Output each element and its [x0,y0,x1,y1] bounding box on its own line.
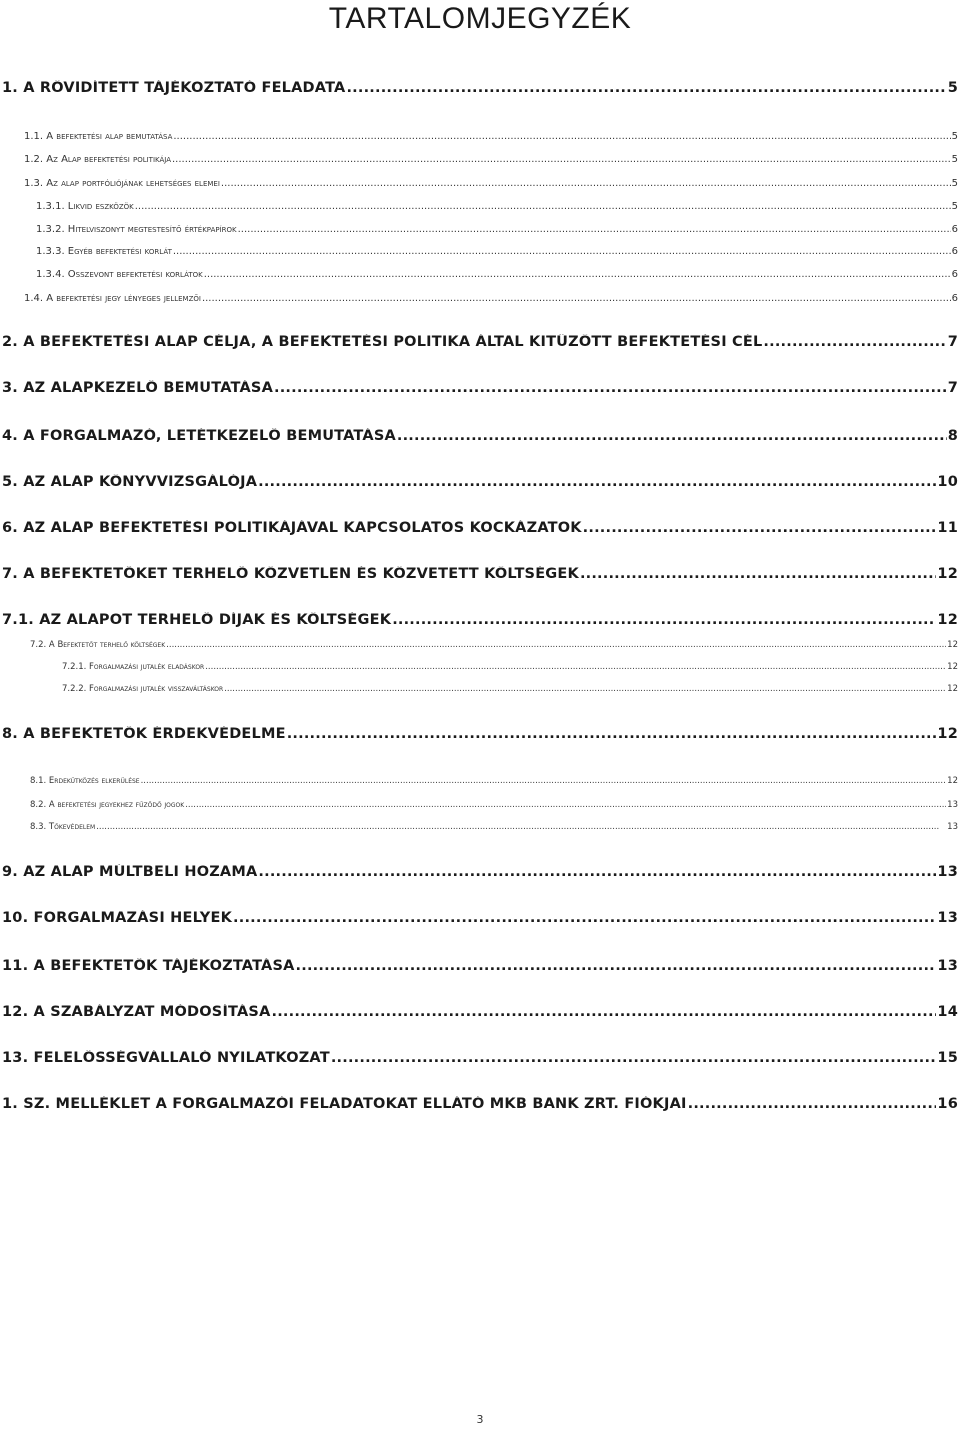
toc-entry-label: 7.2. A Befektetőt terhelő költségek [30,640,166,650]
toc-entry-page: 6 [951,224,958,235]
toc-entry-8-1[interactable] [30,776,958,786]
toc-entry-page: 16 [937,1096,958,1112]
toc-entry-page: 5 [951,178,958,189]
toc-entry-label: 9. AZ ALAP MÚLTBELI HOZAMA [2,864,258,880]
toc-entry-label: 1.3.1. Likvid eszközök [36,201,134,212]
toc-entry-3[interactable] [2,380,958,396]
toc-entry-label: 3. AZ ALAPKEZELŐ BEMUTATÁSA [2,380,273,396]
toc-entry-1-3[interactable] [24,178,958,189]
toc-entry-13[interactable] [2,1050,958,1066]
toc-entry-label: 2. A BEFEKTETÉSI ALAP CÉLJA, A BEFEKTETÉSI POLITIKA ÁLTAL KITŰZÖTT BEFEKTETÉSI CÉL [2,334,763,350]
toc-entry-label: 8.1. Érdekütközés elkerülése [30,776,140,786]
toc-entry-label: 7. A BEFEKTETŐKET TERHELŐ KÖZVETLEN ÉS KÖZVETETT KÖLTSÉGEK [2,566,579,582]
toc-entry-page: 12 [947,776,958,786]
toc-entry-6[interactable] [2,520,958,536]
toc-leader-dots [272,1004,937,1020]
toc-entry-page: 5 [947,80,958,96]
page-number: 3 [476,1413,484,1426]
toc-leader-dots [763,334,946,350]
toc-leader-dots [141,776,947,786]
toc-entry-label: 6. AZ ALAP BEFEKTETÉSI POLITIKÁJÁVAL KAPCSOLATOS KOCKÁZATOK [2,520,582,536]
toc-entry-7-1[interactable] [2,612,958,628]
toc-entry-page: 14 [937,1004,958,1020]
toc-entry-label: 1.4. A befektetési jegy lényeges jellemzői [24,293,201,304]
toc-entry-8[interactable] [2,726,958,742]
toc-leader-dots [287,726,937,742]
toc-entry-1-4[interactable] [24,293,958,304]
toc-entry-1-3-3[interactable] [36,246,958,257]
toc-entry-label: 4. A FORGALMAZÓ, LETÉTKEZELŐ BEMUTATÁSA [2,428,396,444]
page-title: TARTALOMJEGYZÉK [328,2,632,35]
toc-entry-7-2[interactable] [30,640,958,650]
toc-entry-7[interactable] [2,566,958,582]
toc-entry-page: 12 [937,612,958,628]
toc-entry-8-3[interactable] [30,822,958,832]
toc-entry-label: 12. A SZABÁLYZAT MÓDOSÍTÁSA [2,1004,271,1020]
toc-entry-label: 7.2.2. Forgalmazási jutalék visszaváltáskor [62,684,224,694]
toc-entry-9[interactable] [2,864,958,880]
toc-leader-dots [331,1050,937,1066]
toc-leader-dots [258,474,936,490]
toc-entry-page: 12 [947,684,958,694]
toc-leader-dots [346,80,946,96]
toc-entry-label: 8. A BEFEKTETŐK ÉRDEKVÉDELME [2,726,286,742]
toc-entry-page: 5 [951,201,958,212]
toc-entry-label: 1. A RÖVIDÍTETT TÁJÉKOZTATÓ FELADATA [2,80,346,96]
toc-leader-dots [274,380,947,396]
toc-leader-dots [172,154,951,165]
toc-entry-label: 1. SZ. MELLÉKLET A FORGALMAZÓI FELADATOKAT ELLÁTÓ MKB BANK ZRT. FIÓKJAI [2,1096,687,1112]
toc-leader-dots [233,910,936,926]
toc-leader-dots [238,224,951,235]
toc-leader-dots [221,178,951,189]
toc-entry-page: 6 [951,293,958,304]
toc-entry-label: 1.3.3. Egyéb befektetési korlát [36,246,172,257]
toc-entry-1-1[interactable] [24,131,958,142]
toc-entry-page: 5 [951,154,958,165]
toc-leader-dots [583,520,937,536]
toc-entry-page: 11 [937,520,958,536]
toc-entry-page: 12 [937,566,958,582]
toc-entry-5[interactable] [2,474,958,490]
toc-entry-1[interactable] [2,80,958,96]
toc-entry-page: 13 [947,822,958,832]
toc-entry-label: 8.2. A befektetési jegyekhez fűződő jogok [30,800,185,810]
toc-entry-page: 7 [947,334,958,350]
toc-entry-label: 13. FELELŐSSÉGVÁLLALÓ NYILATKOZAT [2,1050,330,1066]
toc-entry-10[interactable] [2,910,958,926]
toc-entry-annex-1[interactable] [2,1096,958,1112]
toc-entry-label: 1.1. A befektetési alap bemutatása [24,131,173,142]
toc-leader-dots [258,864,936,880]
toc-entry-label: 1.3.2. Hitelviszonyt megtestesítő értékpapírok [36,224,237,235]
toc-leader-dots [96,822,946,832]
toc-leader-dots [580,566,936,582]
toc-leader-dots [397,428,947,444]
toc-leader-dots [204,269,951,280]
toc-entry-label: 1.2. Az Alap befektetési politikája [24,154,171,165]
toc-entry-page: 6 [951,269,958,280]
toc-entry-label: 1.3. Az alap portfóliójának lehetséges elemei [24,178,220,189]
toc-entry-page: 6 [951,246,958,257]
toc-leader-dots [185,800,946,810]
toc-entry-page: 13 [937,910,958,926]
toc-entry-page: 15 [937,1050,958,1066]
toc-entry-8-2[interactable] [30,800,958,810]
toc-entry-page: 13 [947,800,958,810]
toc-entry-1-2[interactable] [24,154,958,165]
toc-entry-1-3-1[interactable] [36,201,958,212]
toc-entry-2[interactable] [2,334,958,350]
toc-leader-dots [392,612,936,628]
toc-leader-dots [173,246,951,257]
toc-entry-label: 1.3.4. Összevont befektetési korlátok [36,269,203,280]
toc-leader-dots [166,640,946,650]
toc-entry-page: 12 [947,640,958,650]
toc-entry-7-2-2[interactable] [62,684,958,694]
toc-entry-label: 8.3. Tőkevédelem [30,822,96,832]
toc-entry-12[interactable] [2,1004,958,1020]
toc-leader-dots [296,958,937,974]
toc-entry-label: 7.2.1. Forgalmazási jutalék eladáskor [62,662,205,672]
toc-entry-page: 10 [937,474,958,490]
toc-entry-11[interactable] [2,958,958,974]
toc-entry-page: 13 [937,958,958,974]
toc-entry-page: 8 [947,428,958,444]
toc-entry-page: 13 [937,864,958,880]
toc-entry-page: 12 [937,726,958,742]
toc-leader-dots [173,131,950,142]
toc-leader-dots [202,293,951,304]
toc-entry-label: 11. A BEFEKTETŐK TÁJÉKOZTATÁSA [2,958,295,974]
toc-leader-dots [205,662,946,672]
toc-leader-dots [688,1096,937,1112]
toc-entry-1-3-2[interactable] [36,224,958,235]
toc-entry-4[interactable] [2,428,958,444]
toc-entry-label: 5. AZ ALAP KÖNYVVIZSGÁLÓJA [2,474,258,490]
toc-entry-page: 12 [947,662,958,672]
toc-entry-page: 7 [947,380,958,396]
toc-entry-page: 5 [951,131,958,142]
toc-entry-1-3-4[interactable] [36,269,958,280]
toc-entry-label: 7.1. AZ ALAPOT TERHELŐ DÍJAK ÉS KÖLTSÉGEK [2,612,392,628]
toc-entry-label: 10. FORGALMAZÁSI HELYEK [2,910,233,926]
toc-leader-dots [224,684,946,694]
toc-leader-dots [135,201,951,212]
toc-entry-7-2-1[interactable] [62,662,958,672]
